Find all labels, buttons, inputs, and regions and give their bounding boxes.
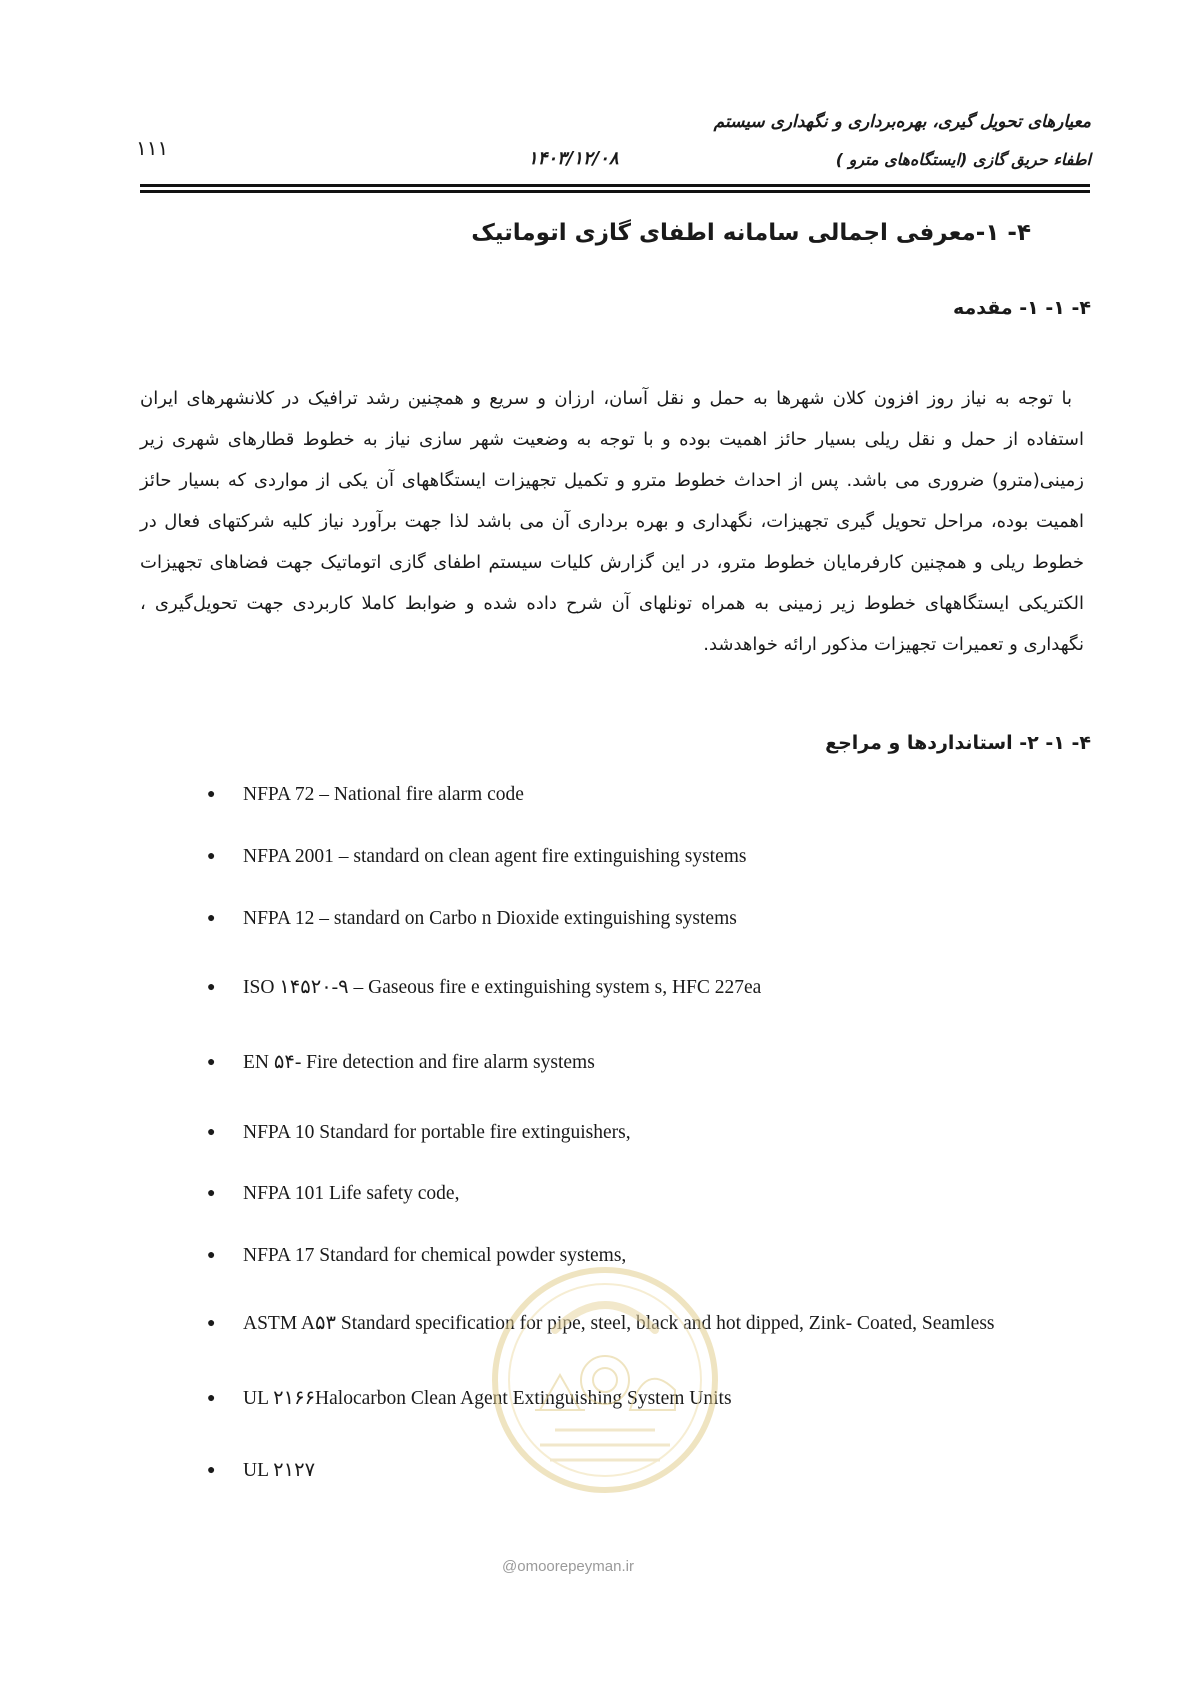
header-title-line2: اطفاء حریق گازی (ایستگاه‌های مترو ) — [835, 150, 1091, 169]
header-divider-top — [140, 184, 1090, 187]
list-item-text: ASTM A۵۳ Standard specification for pipe, steel, black and hot dipped, Zink- Coated, Seamless — [243, 1313, 995, 1334]
header-date: ۱۴۰۳/۱۲/۰۸ — [528, 148, 619, 169]
header-divider-bottom — [140, 190, 1090, 193]
watermark-url: @omoorepeyman.ir — [502, 1558, 634, 1575]
list-item-text: NFPA 101 Life safety code, — [243, 1183, 460, 1204]
list-item — [207, 975, 1107, 999]
bullet-icon: ● — [207, 1055, 216, 1070]
bullet-icon: ● — [207, 1463, 216, 1478]
standards-heading: ۴- ۱- ۲- استانداردها و مراجع — [825, 732, 1091, 754]
section-heading: ۴- ۱-معرفی اجمالی سامانه اطفای گازی اتوماتیک — [471, 220, 1031, 246]
list-item-text: EN ۵۴- Fire detection and fire alarm systems — [243, 1052, 595, 1073]
list-item-text: NFPA 72 – National fire alarm code — [243, 784, 524, 805]
bullet-icon: ● — [207, 849, 216, 864]
bullet-icon: ● — [207, 1186, 216, 1201]
list-item-text: UL ۲۱۲۷ — [243, 1460, 316, 1481]
intro-paragraph — [140, 378, 1084, 665]
list-item-text: UL ۲۱۶۶Halocarbon Clean Agent Extinguishing System Units — [243, 1388, 732, 1409]
intro-heading: ۴- ۱- ۱- مقدمه — [952, 297, 1091, 319]
list-item-text: NFPA 2001 – standard on clean agent fire extinguishing systems — [243, 846, 747, 867]
page-number: ۱۱۱ — [136, 136, 169, 160]
bullet-icon: ● — [207, 787, 216, 802]
bullet-icon: ● — [207, 1125, 216, 1140]
bullet-icon: ● — [207, 980, 216, 995]
list-item-text: NFPA 10 Standard for portable fire extinguishers, — [243, 1122, 631, 1143]
bullet-icon: ● — [207, 911, 216, 926]
list-item-text: NFPA 17 Standard for chemical powder systems, — [243, 1245, 627, 1266]
list-item — [207, 1183, 1107, 1205]
bullet-icon: ● — [207, 1391, 216, 1406]
list-item — [207, 1050, 1107, 1074]
list-item-text: ISO ۱۴۵۲۰-۹ – Gaseous fire e extinguishing system s, HFC 227ea — [243, 977, 762, 998]
watermark-logo-icon — [480, 1250, 730, 1530]
bullet-icon: ● — [207, 1248, 216, 1263]
list-item — [207, 784, 1107, 806]
list-item — [207, 846, 1107, 868]
bullet-icon: ● — [207, 1316, 216, 1331]
list-item-text: NFPA 12 – standard on Carbo n Dioxide extinguishing systems — [243, 908, 737, 929]
list-item — [207, 908, 1107, 930]
header-title-line1: معیارهای تحویل گیری، بهره‌برداری و نگهداری سیستم — [713, 112, 1091, 132]
list-item — [207, 1122, 1107, 1144]
intro-paragraph-text: با توجه به نیاز روز افزون کلان شهرها به حمل و نقل آسان، ارزان و سریع و همچنین رشد ترافیک در کلانشهرهای ایران استفاده از حمل و نقل ریلی بسیار حائز اهمیت بوده و با توجه به وضعیت شهر سازی نیاز به خطوط قطارهای شهری زیر زمینی(مترو) ضروری می باشد. پس از احداث خطوط مترو و تکمیل تجهیزات ایستگاههای آن یکی از مواردی که بسیار حائز اهمیت بوده، مراحل تحویل گیری تجهیزات، نگهداری و بهره برداری آن می باشد لذا جهت برآورد نیاز کلیه شرکتهای فعال در خطوط ریلی و همچنین کارفرمایان خطوط مترو، در این گزارش کلیات سیستم اطفای گازی اتوماتیک جهت فضاهای تجهیزات الکتریکی ایستگاههای خطوط زیر زمینی به همراه تونلهای آن شرح داده شده و ضوابط کاملا کاربردی جهت تحویل‌گیری ، نگهداری و تعمیرات تجهیزات مذکور ارائه خواهدشد. — [140, 388, 1084, 655]
